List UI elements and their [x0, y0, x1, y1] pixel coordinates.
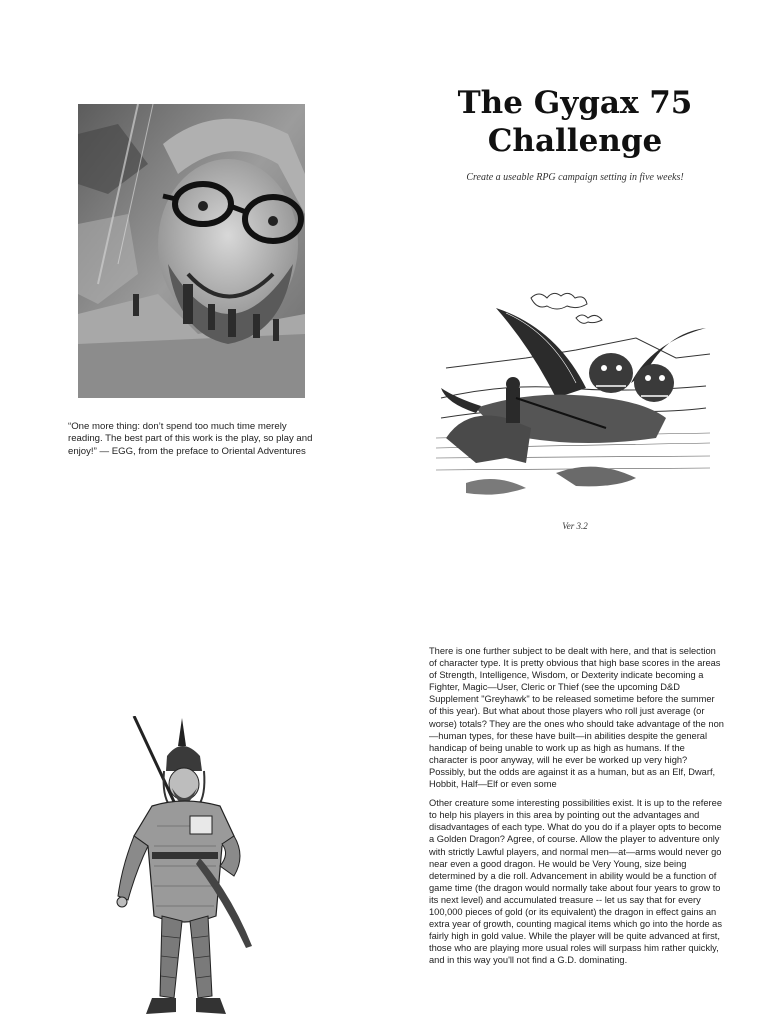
epigraph-quote: “One more thing: don’t spend too much time merely reading. The best part of this work is the play, so play and enjoy!” — EGG, from the preface to Oriental Adventures	[68, 421, 313, 457]
page-subtitle: Create a useable RPG campaign setting in five weeks!	[466, 172, 684, 183]
body-paragraph-2: Other creature some interesting possibilities exist. It is up to the referee to help his players in this area by pointing out the advantages and disadvantages of each type. What do you do if a player opts to become a Golden Dragon? Agree, of course. Allow the player to adventure only with strictly Lawful players, and normal men—at—arms would never go near even a good dragon. He would be Very Young, size being determined by a die roll. Advancement in ability would be a function of game time (the dragon would normally take about four years to grow to its next level) and accumulated treasure -- let us say that for every 100,000 pieces of gold (or its equivalent) the dragon in effect gains an extra year of growth, counting magical items which go into the horde as fairly high in gold value. While the player will be quite advanced at first, those who are playing more usual roles will surpass him rather quickly, and in this way you'll not find a G.D. dominating.	[429, 798, 723, 966]
body-paragraph-1: There is one further subject to be dealt with here, and that is selection of character type. It is pretty obvious that high base scores in the areas of Strength, Intelligence, Wisdom, or Dexterity indicate becoming a Fighter, Magic—User, Cleric or Thief (see the upcoming D&D Supplement "Greyhawk" to be released sometime before the summer of this year). But what about those players who roll just average (or worse) totals? They are the ones who should take advantage of the non—human types, for these have built—in abilities despite the general handicap of being unable to work up as high as humans. If the character is poor anyway, will he ever be worked up very high? Possibly, but the odds are against it as a human, but as an Elf, Dwarf, Hobbit, Half—Elf or even some	[429, 646, 724, 790]
author-portrait-photo	[78, 104, 305, 398]
warrior-illustration	[112, 716, 272, 1024]
armored-warrior-engraving-icon	[112, 716, 272, 1024]
page-title	[410, 84, 740, 160]
version-label: Ver 3.2	[562, 521, 588, 531]
two-headed-dragon-engraving-icon	[436, 288, 710, 510]
dragon-illustration	[436, 288, 710, 510]
portrait-photo-icon	[78, 104, 305, 398]
title-line-2: Challenge	[487, 123, 663, 159]
body-text	[429, 645, 724, 973]
title-line-1: The Gygax 75	[457, 85, 693, 121]
